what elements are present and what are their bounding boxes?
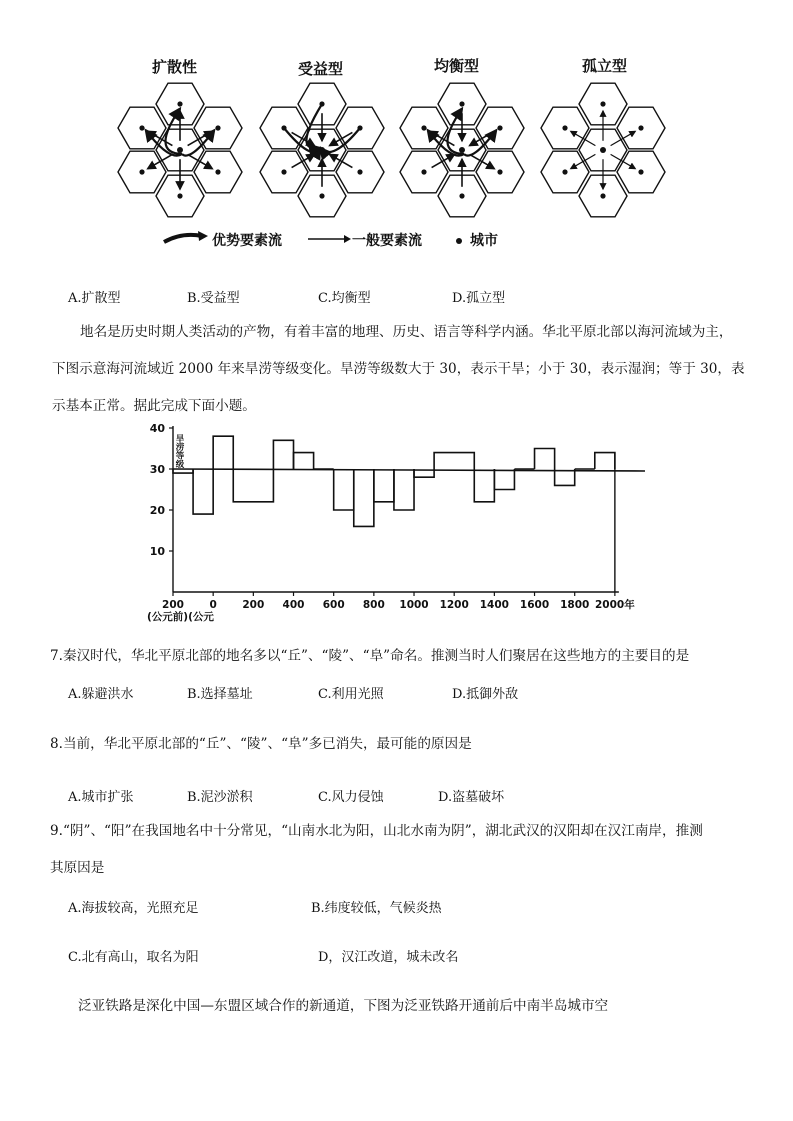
step-bar	[334, 469, 354, 510]
step-bar	[595, 453, 615, 469]
step-bar	[374, 469, 394, 502]
y-tick-label: 10	[149, 545, 165, 558]
city-dot	[600, 101, 605, 106]
q9-option-b[interactable]: B.纬度较低，气候炎热	[311, 901, 442, 916]
q7-option-c[interactable]: C.利用光照	[318, 687, 384, 702]
city-dot	[319, 193, 324, 198]
q7-option-b[interactable]: B.选择墓址	[187, 687, 253, 702]
legend-city-dot	[456, 238, 462, 244]
q7-option-d[interactable]: D.抵御外敌	[452, 687, 519, 702]
pan-asia-railway-intro: 泛亚铁路是深化中国—东盟区域合作的新通道，下图为泛亚铁路开通前后中南半岛城市空	[78, 998, 609, 1014]
x-tick-label: 1400	[479, 599, 509, 611]
city-dot	[638, 169, 643, 174]
q6-option-d[interactable]: D.孤立型	[452, 291, 506, 306]
x-tick-label: 2000年	[595, 599, 635, 611]
city-dot	[421, 125, 426, 130]
x-tick-label: 1800	[560, 599, 590, 611]
city-dot	[600, 147, 606, 153]
city-dot	[421, 169, 426, 174]
city-dot	[459, 101, 464, 106]
x-tick-label: 1600	[519, 599, 550, 611]
x-tick-label: 400	[282, 599, 305, 611]
q8-option-d[interactable]: D.盗墓破坏	[438, 790, 505, 805]
x-tick-label: 800	[362, 599, 385, 611]
x-tick-label: 200	[162, 599, 184, 611]
step-bar	[535, 449, 555, 470]
legend-general-label: 一般要素流	[352, 233, 422, 249]
city-dot	[497, 125, 502, 130]
q7-stem: 7.秦汉时代，华北平原北部的地名多以“丘”、“陵”、“阜”命名。推测当时人们聚居在这些地方的主要目的是	[50, 648, 690, 664]
city-dot	[139, 169, 144, 174]
intro-line-2: 下图示意海河流域近 2000 年来旱涝等级变化。旱涝等级数大于 30，表示干旱；小于 30，表示湿润；等于 30，表	[52, 361, 745, 377]
flow-arrow	[330, 154, 353, 167]
q8-stem: 8.当前，华北平原北部的“丘”、“陵”、“阜”多已消失，最可能的原因是	[50, 736, 472, 752]
legend-dominant-label: 优势要素流	[212, 233, 282, 249]
diagram-title-diffusion: 扩散性	[152, 58, 198, 76]
step-bar	[213, 436, 233, 469]
drought-flood-chart	[140, 418, 660, 623]
step-bar	[193, 469, 213, 514]
flow-arrow	[292, 154, 315, 167]
y-tick-label: 40	[149, 422, 165, 435]
city-dot	[177, 193, 182, 198]
city-dot	[215, 125, 220, 130]
city-dot	[281, 169, 286, 174]
city-dot	[177, 101, 182, 106]
hex-diagram-0	[118, 83, 242, 217]
step-bar	[273, 440, 293, 469]
intro-line-1: 地名是历史时期人类活动的产物，有着丰富的地理、历史、语言等科学内涵。华北平原北部以海河流域为主，	[80, 324, 733, 340]
y-tick-label: 30	[149, 463, 165, 476]
q9-option-a[interactable]: A.海拔较高，光照充足	[68, 901, 199, 916]
q9-option-c[interactable]: C.北有高山，取名为阳	[68, 950, 199, 965]
q8-option-b[interactable]: B.泥沙淤积	[187, 790, 253, 805]
city-dot	[459, 193, 464, 198]
x-tick-label: 0	[209, 599, 217, 611]
y-tick-label: 20	[149, 504, 165, 517]
city-dot	[459, 147, 465, 153]
city-dot	[215, 169, 220, 174]
q8-option-a[interactable]: A.城市扩张	[68, 790, 134, 805]
city-dot	[600, 193, 605, 198]
q7-option-a[interactable]: A.躲避洪水	[68, 687, 134, 702]
q9-stem-line-1: 9.“阴”、“阳”在我国地名中十分常见，“山南水北为阳，山北水南为阴”，湖北武汉的汉阳却在汉江南岸，推测	[50, 823, 703, 839]
y-axis-label: 旱涝等级	[174, 434, 184, 468]
hex-diagram-2	[400, 83, 524, 217]
city-dot	[638, 125, 643, 130]
city-dot	[562, 125, 567, 130]
diagram-title-isolated: 孤立型	[582, 57, 628, 75]
legend-dominant-arrow	[162, 230, 212, 246]
hex-diagrams	[100, 72, 700, 232]
hex-diagram-3	[541, 83, 665, 217]
step-bar	[233, 469, 273, 502]
city-dot	[139, 125, 144, 130]
x-tick-label: 600	[322, 599, 345, 611]
step-bar	[394, 469, 414, 510]
step-bar	[494, 469, 514, 490]
x-tick-label: 1000	[399, 599, 429, 611]
legend-city-label: 城市	[470, 233, 498, 249]
intro-line-3: 示基本正常。据此完成下面小题。	[52, 398, 256, 414]
diagram-title-benefit: 受益型	[298, 60, 344, 78]
legend-general-arrow	[306, 233, 352, 245]
step-bar	[434, 453, 474, 469]
x-tick-label: 200	[242, 599, 265, 611]
x-tick-label: 1200	[439, 599, 469, 611]
q9-stem-line-2: 其原因是	[50, 860, 105, 876]
city-dot	[177, 147, 183, 153]
city-dot	[562, 169, 567, 174]
step-bar	[354, 469, 374, 526]
q8-option-c[interactable]: C.风力侵蚀	[318, 790, 384, 805]
step-bar	[294, 453, 314, 469]
diagram-title-balanced: 均衡型	[434, 57, 480, 75]
flow-arrow	[432, 154, 455, 167]
x-axis-sublabel: (公元前)(公元	[147, 611, 214, 623]
q6-option-c[interactable]: C.均衡型	[318, 291, 371, 306]
q9-option-d[interactable]: D，汉江改道，城未改名	[318, 950, 459, 965]
q6-option-b[interactable]: B.受益型	[187, 291, 240, 306]
hex-diagram-1	[260, 83, 384, 217]
city-dot	[357, 169, 362, 174]
step-bar	[474, 469, 494, 502]
q6-option-a[interactable]: A.扩散型	[68, 291, 121, 306]
city-dot	[497, 169, 502, 174]
